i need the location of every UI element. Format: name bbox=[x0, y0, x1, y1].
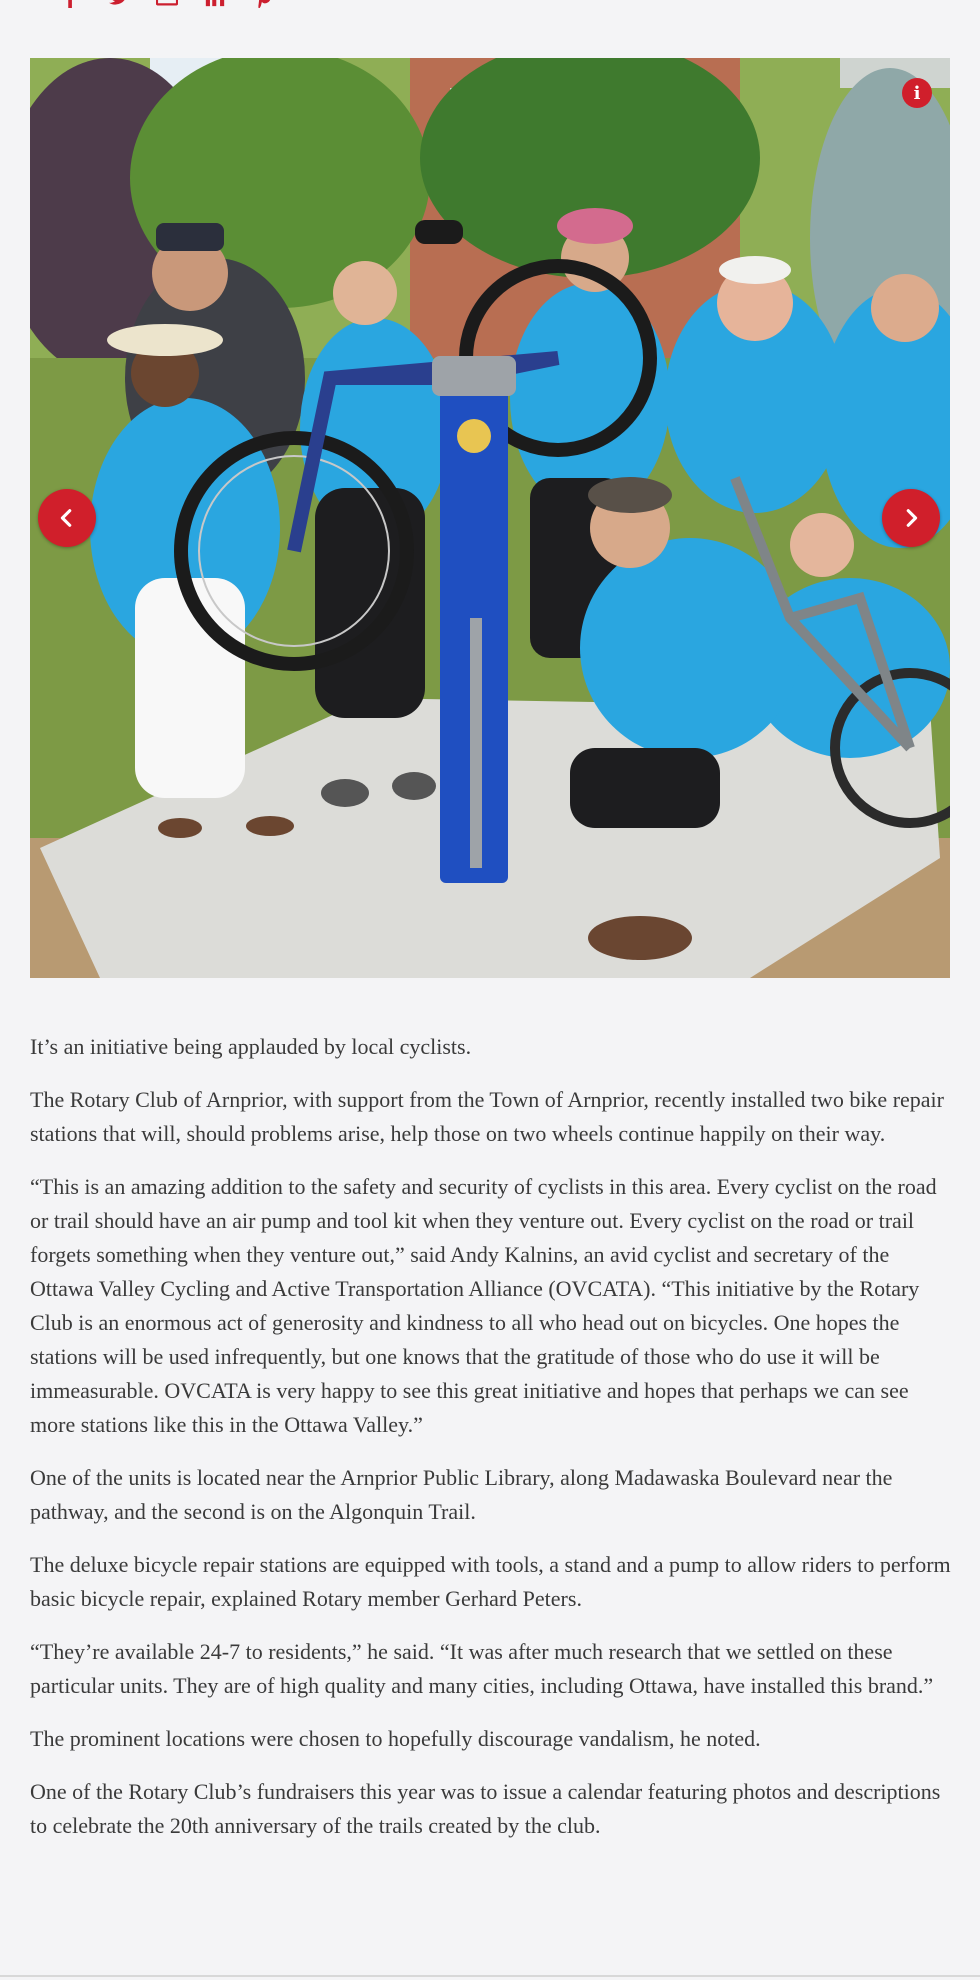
article-paragraph: One of the Rotary Club’s fundraisers this year was to issue a calendar featuring photos and descriptions to celebrate the 20th anniversary of the trails created by the club. bbox=[30, 1779, 941, 1838]
article-paragraph: “They’re available 24-7 to residents,” he said. “It was after much research that we settled on these particular units. They are of high quality and many cities, including Ottawa, have installed this brand.” bbox=[30, 1639, 934, 1698]
gallery-next-button[interactable] bbox=[882, 489, 940, 547]
chevron-left-icon bbox=[56, 507, 78, 529]
article-paragraph: It’s an initiative being applauded by local cyclists. bbox=[30, 1034, 472, 1059]
linkedin-icon[interactable] bbox=[204, 0, 226, 8]
article-paragraph: The prominent locations were chosen to hopefully discourage vandalism, he noted. bbox=[30, 1726, 761, 1751]
pinterest-icon[interactable] bbox=[252, 0, 274, 8]
article-paragraph: The deluxe bicycle repair stations are equipped with tools, a stand and a pump to allow riders to perform basic bicycle repair, explained Rotary member Gerhard Peters. bbox=[30, 1552, 951, 1611]
photo-info-button[interactable] bbox=[902, 78, 932, 108]
email-icon[interactable] bbox=[156, 0, 178, 8]
info-icon: i bbox=[913, 82, 921, 104]
divider bbox=[0, 1975, 980, 1977]
article-paragraph: The Rotary Club of Arnprior, with support from the Town of Arnprior, recently installed two bike repair stations that will, should problems arise, help those on two wheels continue happily on their way. bbox=[30, 1087, 944, 1146]
article-body bbox=[30, 1030, 955, 1862]
chevron-right-icon bbox=[900, 507, 922, 529]
twitter-icon[interactable] bbox=[108, 0, 130, 8]
share-bar bbox=[60, 0, 274, 8]
gallery-photo bbox=[30, 58, 950, 978]
facebook-icon[interactable] bbox=[60, 0, 82, 8]
photo-gallery[interactable] bbox=[30, 58, 950, 978]
gallery-prev-button[interactable] bbox=[38, 489, 96, 547]
article-paragraph: “This is an amazing addition to the safety and security of cyclists in this area. Every cyclist on the road or trail should have an air pump and tool kit when they venture out. Every cyclist on the road or trail forgets something when they venture out,” said Andy Kalnins, an avid cyclist and secretary of the Ottawa Valley Cycling and Active Transportation Alliance (OVCATA). “This initiative by the Rotary Club is an enormous act of generosity and kindness to all who head out on bicycles. One hopes the stations will be used infrequently, but one knows that the gratitude of those who do use it will be immeasurable. OVCATA is very happy to see this great initiative and hopes that perhaps we can see more stations like this in the Ottawa Valley.” bbox=[30, 1174, 937, 1437]
article-paragraph: One of the units is located near the Arnprior Public Library, along Madawaska Boulevard near the pathway, and the second is on the Algonquin Trail. bbox=[30, 1465, 893, 1524]
